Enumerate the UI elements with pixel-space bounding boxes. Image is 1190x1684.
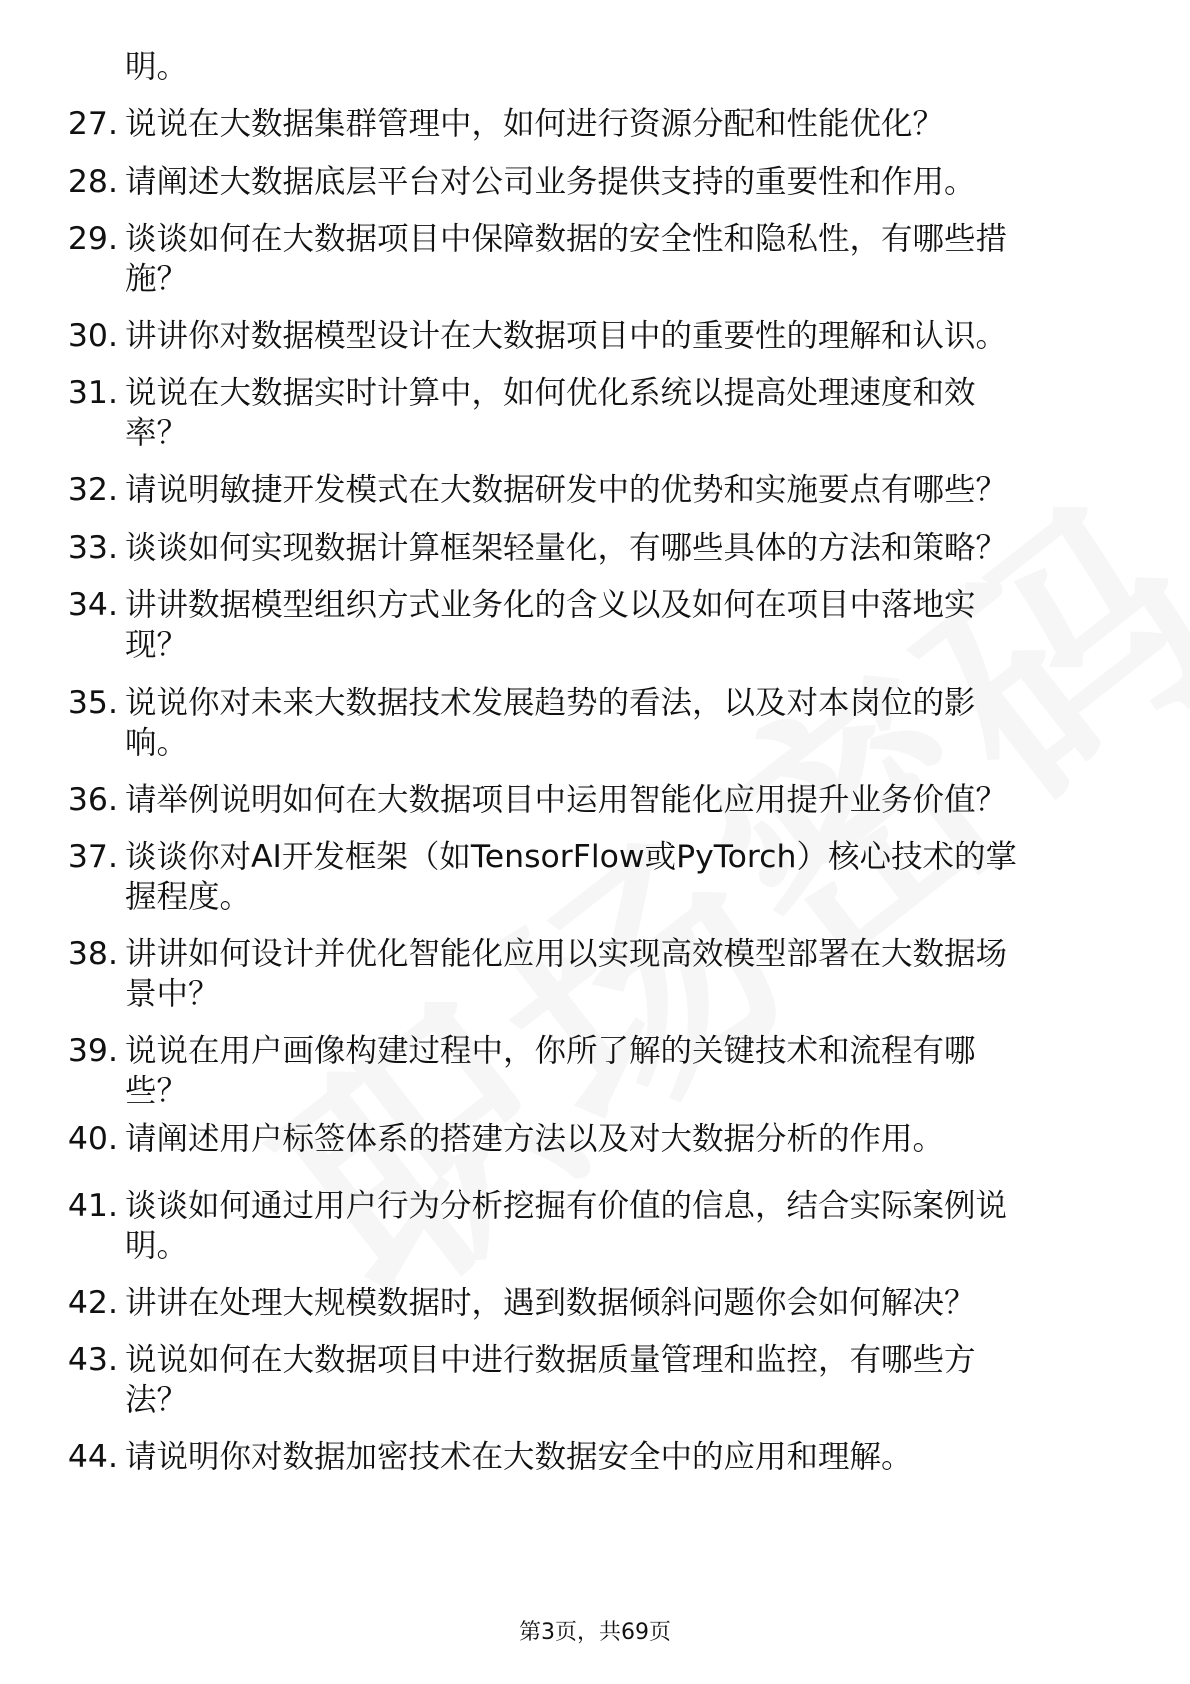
question-text: 现？ (125, 627, 189, 663)
question-text: 说说在用户画像构建过程中，你所了解的关键技术和流程有哪 (125, 1033, 976, 1069)
question-text: 说说如何在大数据项目中进行数据质量管理和监控，有哪些方 (125, 1342, 976, 1378)
question-text: 说说在大数据实时计算中，如何优化系统以提高处理速度和效 (125, 375, 976, 411)
question-text: 请阐述用户标签体系的搭建方法以及对大数据分析的作用。 (125, 1121, 945, 1157)
question-text: 明。 (125, 49, 189, 85)
question-number: 30. (67, 318, 118, 354)
question-text: 明。 (125, 1228, 189, 1264)
question-number: 36. (67, 782, 118, 818)
question-text: 响。 (125, 725, 189, 761)
question-text: 施？ (125, 261, 189, 297)
question-number: 40. (67, 1121, 118, 1157)
question-text: 说说你对未来大数据技术发展趋势的看法，以及对本岗位的影 (125, 685, 976, 721)
question-number: 35. (67, 685, 118, 721)
question-text: 讲讲在处理大规模数据时，遇到数据倾斜问题你会如何解决？ (125, 1285, 976, 1321)
question-number: 34. (67, 587, 118, 623)
question-number: 27. (67, 106, 118, 142)
page-footer: 第3页，共69页 (519, 1620, 671, 1645)
question-text: 讲讲你对数据模型设计在大数据项目中的重要性的理解和认识。 (125, 318, 1008, 354)
question-text: 谈谈如何在大数据项目中保障数据的安全性和隐私性，有哪些措 (125, 221, 1008, 257)
question-number: 28. (67, 164, 118, 200)
question-text: 请阐述大数据底层平台对公司业务提供支持的重要性和作用。 (125, 164, 976, 200)
question-number: 33. (67, 530, 118, 566)
question-text: 法？ (125, 1382, 189, 1418)
question-text: 些？ (125, 1073, 189, 1109)
question-number: 42. (67, 1285, 118, 1321)
question-text: 握程度。 (125, 879, 252, 915)
question-number: 39. (67, 1033, 118, 1069)
question-text: 请说明敏捷开发模式在大数据研发中的优势和实施要点有哪些？ (125, 472, 1008, 508)
question-text: 请举例说明如何在大数据项目中运用智能化应用提升业务价值？ (125, 782, 1008, 818)
question-text: 谈谈如何实现数据计算框架轻量化，有哪些具体的方法和策略？ (125, 530, 1008, 566)
question-text: 景中？ (125, 976, 220, 1012)
question-text: 谈谈你对AI开发框架（如TensorFlow或PyTorch）核心技术的掌 (125, 839, 1017, 875)
question-text: 请说明你对数据加密技术在大数据安全中的应用和理解。 (125, 1439, 913, 1475)
question-number: 41. (67, 1188, 118, 1224)
question-text: 讲讲如何设计并优化智能化应用以实现高效模型部署在大数据场 (125, 936, 1008, 972)
question-text: 说说在大数据集群管理中，如何进行资源分配和性能优化？ (125, 106, 945, 142)
question-number: 44. (67, 1439, 118, 1475)
question-number: 38. (67, 936, 118, 972)
question-number: 32. (67, 472, 118, 508)
question-number: 31. (67, 375, 118, 411)
question-number: 37. (67, 839, 118, 875)
question-text: 讲讲数据模型组织方式业务化的含义以及如何在项目中落地实 (125, 587, 976, 623)
question-number: 29. (67, 221, 118, 257)
question-text: 谈谈如何通过用户行为分析挖掘有价值的信息，结合实际案例说 (125, 1188, 1008, 1224)
question-number: 43. (67, 1342, 118, 1378)
question-text: 率？ (125, 415, 189, 451)
